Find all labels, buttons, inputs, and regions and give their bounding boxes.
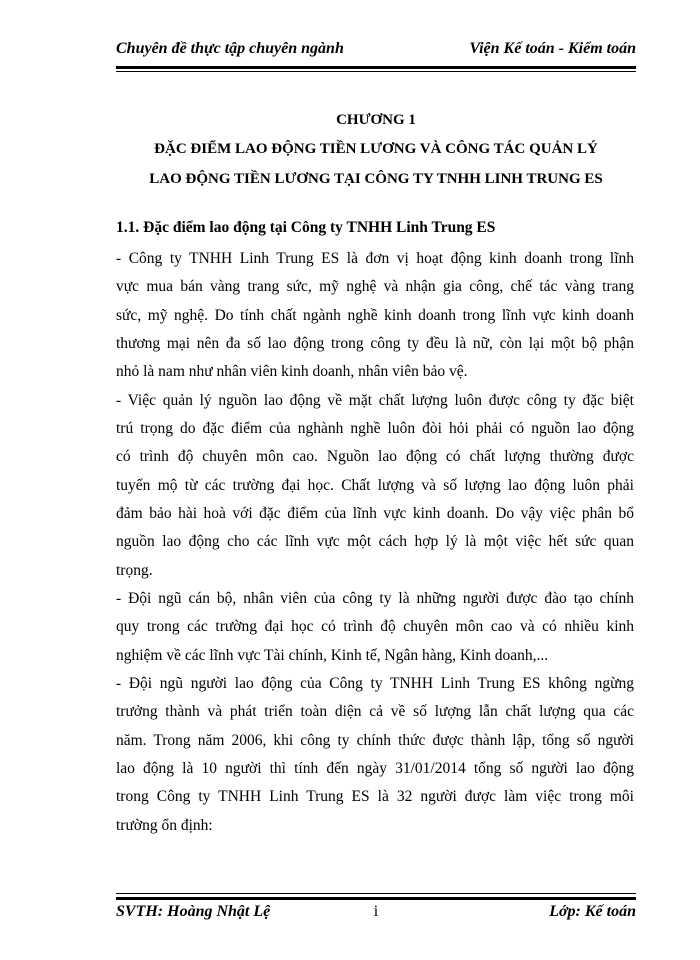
body-line: - Đội ngũ cán bộ, nhân viên của công ty là những người được đào tạo chính [116,590,634,607]
body-line: trú trọng do đặc điểm của nghành nghề luôn đòi hỏi phải có nguồn lao động [116,420,634,437]
body-line: có trình độ chuyên môn cao. Nguồn lao động có chất lượng thường được [116,448,634,465]
footer-class-name: Lớp: Kế toán [549,903,636,920]
body-line: quy trong các trường đại học có trình độ chuyên môn cao và có nhiều kinh [116,618,634,635]
body-line: - Đội ngũ người lao động của Công ty TNHH Linh Trung ES không ngừng [116,675,634,692]
footer-student-name: SVTH: Hoàng Nhật Lệ [116,903,271,920]
footer-rule-thin [116,893,636,894]
body-line: trưởng thành và phát triển toàn diện cả về số lượng lẫn chất lượng qua các [116,703,634,720]
body-line: năm. Trong năm 2006, khi công ty chính thức được thành lập, tổng số người [116,732,634,749]
body-line: nhỏ là nam như nhân viên kinh doanh, nhân viên bảo vệ. [116,363,468,380]
chapter-title-line-1: ĐẶC ĐIỂM LAO ĐỘNG TIỀN LƯƠNG VÀ CÔNG TÁC QUẢN LÝ [154,141,598,157]
chapter-number: CHƯƠNG 1 [336,112,416,128]
body-line: tuyển mộ từ các trường đại học. Chất lượng và số lượng lao động luôn phải [116,477,634,494]
header-rule-thin [116,71,636,72]
header-right-title: Viện Kế toán - Kiểm toán [469,40,636,57]
footer-page-number: i [373,903,379,920]
page-header [116,40,636,66]
footer-rule-thick [116,897,636,900]
page-footer [116,903,636,927]
body-line: - Việc quản lý nguồn lao động về mặt chất lượng luôn được công ty đặc biệt [116,392,634,409]
body-line: trọng. [116,562,153,579]
body-line: nguồn lao động cho các lĩnh vực một cách hợp lý là một việc hết sức quan [116,533,634,550]
body-line: vực mua bán vàng trang sức, mỹ nghệ và nhận gia công, chế tác vàng trang [116,278,634,295]
body-line: thương mại nên đa số lao động trong công ty đều là nữ, còn lại một bộ phận [116,335,634,352]
body-line: trường ổn định: [116,817,213,834]
body-line: đảm bảo hài hoà với đặc điểm của lĩnh vực kinh doanh. Do vậy việc phân bổ [116,505,634,522]
body-line: nghiệm về các lĩnh vực Tài chính, Kinh tế, Ngân hàng, Kinh doanh,... [116,647,549,664]
body-line: sức, mỹ nghệ. Do tính chất ngành nghề kinh doanh trong lĩnh vực kinh doanh [116,307,634,324]
header-left-title: Chuyên đề thực tập chuyên ngành [116,40,344,57]
chapter-title-line-2: LAO ĐỘNG TIỀN LƯƠNG TẠI CÔNG TY TNHH LINH TRUNG ES [149,171,603,187]
header-rule-thick [116,66,636,69]
body-line: - Công ty TNHH Linh Trung ES là đơn vị hoạt động kinh doanh trong lĩnh [116,250,634,267]
body-line: trong Công ty TNHH Linh Trung ES là 32 người được làm việc trong môi [116,788,634,805]
section-heading: 1.1. Đặc điểm lao động tại Công ty TNHH Linh Trung ES [116,219,496,236]
body-line: lao động là 10 người thì tính đến ngày 31/01/2014 tổng số người lao động [116,760,634,777]
